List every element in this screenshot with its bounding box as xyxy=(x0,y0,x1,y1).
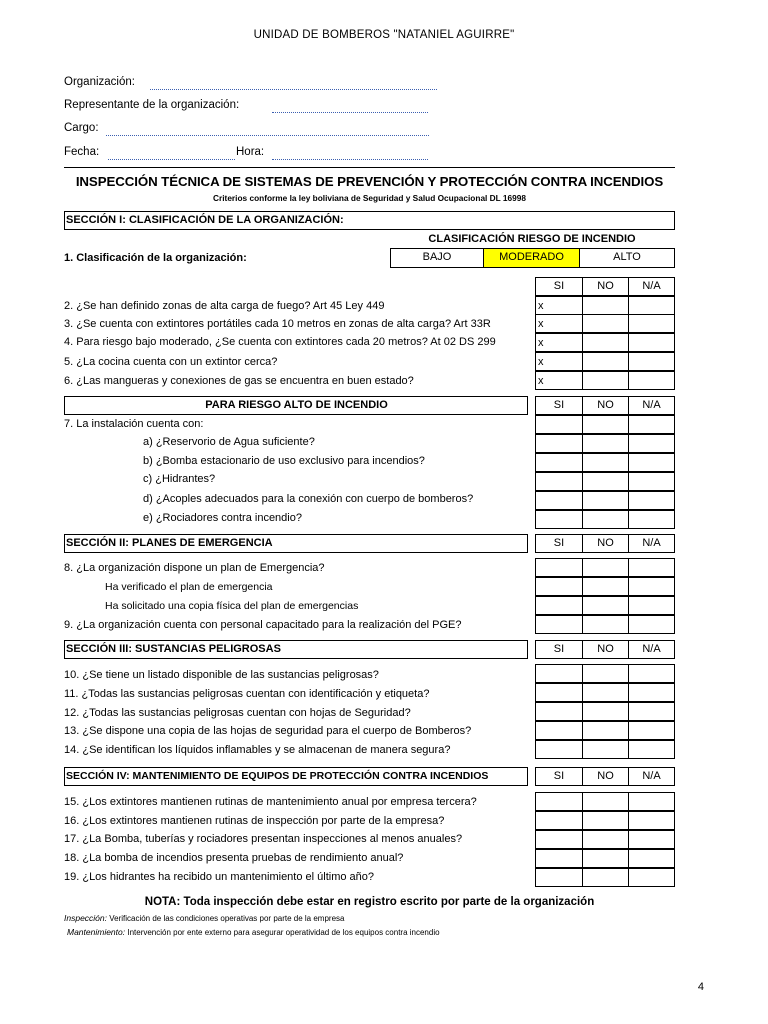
section4-answer-cell-4-na[interactable] xyxy=(628,849,675,868)
section2-answer-cell-4-na[interactable] xyxy=(628,615,675,634)
hora-label: Hora: xyxy=(236,146,265,158)
group1-header-na: N/A xyxy=(628,277,675,296)
question-4: 4. Para riesgo bajo moderado, ¿Se cuenta con extintores cada 20 metros? At 02 DS 299 xyxy=(64,336,496,348)
mark-q2-si: x xyxy=(538,300,544,312)
question-7c: c) ¿Hidrantes? xyxy=(143,473,216,485)
section2-header-si: SI xyxy=(535,534,583,553)
section3-answer-cell-4-si[interactable] xyxy=(535,721,583,740)
section3-answer-cell-4-no[interactable] xyxy=(582,721,629,740)
section4-answer-cell-3-na[interactable] xyxy=(628,830,675,849)
organizacion-label: Organización: xyxy=(64,76,135,88)
question-7d: d) ¿Acoples adecuados para la conexión con cuerpo de bomberos? xyxy=(143,493,474,505)
group1-answer-cell-2-no[interactable] xyxy=(582,314,629,333)
section2-answer-cell-3-no[interactable] xyxy=(582,596,629,615)
mark-q6-si: x xyxy=(538,375,544,387)
form-title: INSPECCIÓN TÉCNICA DE SISTEMAS DE PREVENCIÓN Y PROTECCIÓN CONTRA INCENDIOS xyxy=(75,174,664,189)
riesgo-alto-answer-cell-3-na[interactable] xyxy=(628,453,675,472)
question-15: 15. ¿Los extintores mantienen rutinas de mantenimiento anual por empresa tercera? xyxy=(64,796,477,808)
cargo-label: Cargo: xyxy=(64,122,99,134)
group1-answer-cell-3-no[interactable] xyxy=(582,333,629,352)
riesgo-alto-answer-cell-1-na[interactable] xyxy=(628,415,675,434)
group1-answer-cell-5-no[interactable] xyxy=(582,371,629,390)
section3-answer-cell-2-no[interactable] xyxy=(582,683,629,702)
group1-answer-cell-2-na[interactable] xyxy=(628,314,675,333)
section2-answer-cell-2-si[interactable] xyxy=(535,577,583,596)
section3-answer-cell-1-na[interactable] xyxy=(628,664,675,683)
question-6: 6. ¿Las mangueras y conexiones de gas se encuentra en buen estado? xyxy=(64,375,414,387)
section3-answer-cell-2-si[interactable] xyxy=(535,683,583,702)
question-19: 19. ¿Los hidrantes ha recibido un mantenimiento el último año? xyxy=(64,871,375,883)
section4-header-na: N/A xyxy=(628,767,675,786)
riesgo-alto-title: PARA RIESGO ALTO DE INCENDIO xyxy=(64,396,528,415)
question-8-sub2: Ha solicitado una copia física del plan de emergencias xyxy=(105,600,359,612)
question-13: 13. ¿Se dispone una copia de las hojas de seguridad para el cuerpo de Bomberos? xyxy=(64,725,472,737)
footnote-inspeccion-label: Inspección: xyxy=(64,913,107,923)
section2-answer-cell-2-no[interactable] xyxy=(582,577,629,596)
question-8: 8. ¿La organización dispone un plan de Emergencia? xyxy=(64,562,325,574)
section4-answer-cell-5-na[interactable] xyxy=(628,868,675,887)
section4-answer-cell-5-no[interactable] xyxy=(582,868,629,887)
group1-answer-cell-5-na[interactable] xyxy=(628,371,675,390)
footnote-inspeccion xyxy=(64,913,344,923)
question-16: 16. ¿Los extintores mantienen rutinas de inspección por parte de la empresa? xyxy=(64,815,445,827)
hora-field[interactable] xyxy=(272,159,428,160)
section2-answer-cell-3-na[interactable] xyxy=(628,596,675,615)
riesgo-alto-answer-cell-2-no[interactable] xyxy=(582,434,629,453)
riesgo-alto-answer-cell-3-no[interactable] xyxy=(582,453,629,472)
section4-title: SECCIÓN IV: MANTENIMIENTO DE EQUIPOS DE PROTECCIÓN CONTRA INCENDIOS xyxy=(64,767,528,786)
riesgo-alto-answer-cell-5-si[interactable] xyxy=(535,491,583,510)
section3-answer-cell-5-no[interactable] xyxy=(582,740,629,759)
riesgo-alto-answer-cell-4-na[interactable] xyxy=(628,472,675,491)
section2-answer-cell-1-na[interactable] xyxy=(628,558,675,577)
section4-answer-cell-1-no[interactable] xyxy=(582,792,629,811)
document-header: UNIDAD DE BOMBEROS "NATANIEL AGUIRRE" xyxy=(253,29,515,41)
mark-q3-si: x xyxy=(538,318,544,330)
question-3: 3. ¿Se cuenta con extintores portátiles cada 10 metros en zonas de alta carga? Art 33R xyxy=(64,318,491,330)
section4-answer-cell-2-na[interactable] xyxy=(628,811,675,830)
fecha-label: Fecha: xyxy=(64,146,100,158)
question-2: 2. ¿Se han definido zonas de alta carga de fuego? Art 45 Ley 449 xyxy=(64,300,385,312)
risk-level-bajo[interactable]: BAJO xyxy=(390,248,484,268)
group1-answer-cell-1-no[interactable] xyxy=(582,296,629,315)
risk-classification-title: CLASIFICACIÓN RIESGO DE INCENDIO xyxy=(428,233,636,245)
representante-field[interactable] xyxy=(272,112,428,113)
riesgo-alto-header-na: N/A xyxy=(628,396,675,415)
form-subtitle: Criterios conforme la ley boliviana de Seguridad y Salud Ocupacional DL 16998 xyxy=(213,193,526,203)
footnote-inspeccion-text: Verificación de las condiciones operativas por parte de la empresa xyxy=(107,914,345,923)
title-divider xyxy=(64,167,675,168)
group1-header-si: SI xyxy=(535,277,583,296)
organizacion-field[interactable] xyxy=(150,89,437,90)
section3-answer-cell-5-na[interactable] xyxy=(628,740,675,759)
section4-answer-cell-3-si[interactable] xyxy=(535,830,583,849)
section4-answer-cell-4-si[interactable] xyxy=(535,849,583,868)
footnote-mantenimiento-label: Mantenimiento: xyxy=(67,927,126,937)
section2-header-na: N/A xyxy=(628,534,675,553)
group1-header-no: NO xyxy=(582,277,629,296)
section4-header-no: NO xyxy=(582,767,629,786)
section4-answer-cell-3-no[interactable] xyxy=(582,830,629,849)
question-7: 7. La instalación cuenta con: xyxy=(64,418,204,430)
riesgo-alto-answer-cell-1-si[interactable] xyxy=(535,415,583,434)
section3-answer-cell-4-na[interactable] xyxy=(628,721,675,740)
section4-answer-cell-4-no[interactable] xyxy=(582,849,629,868)
question-7e: e) ¿Rociadores contra incendio? xyxy=(143,512,302,524)
section2-answer-cell-1-no[interactable] xyxy=(582,558,629,577)
question-18: 18. ¿La bomba de incendios presenta pruebas de rendimiento anual? xyxy=(64,852,404,864)
riesgo-alto-answer-cell-2-na[interactable] xyxy=(628,434,675,453)
question-8-sub1: Ha verificado el plan de emergencia xyxy=(105,581,273,593)
nota: NOTA: Toda inspección debe estar en registro escrito por parte de la organización xyxy=(144,896,595,908)
riesgo-alto-answer-cell-2-si[interactable] xyxy=(535,434,583,453)
riesgo-alto-answer-cell-5-no[interactable] xyxy=(582,491,629,510)
section3-answer-cell-1-si[interactable] xyxy=(535,664,583,683)
section3-header-no: NO xyxy=(582,640,629,659)
section2-answer-cell-3-si[interactable] xyxy=(535,596,583,615)
section3-answer-cell-5-si[interactable] xyxy=(535,740,583,759)
risk-level-alto[interactable]: ALTO xyxy=(579,248,675,268)
question-7b: b) ¿Bomba estacionario de uso exclusivo para incendios? xyxy=(143,455,425,467)
section4-answer-cell-1-na[interactable] xyxy=(628,792,675,811)
risk-level-moderado[interactable]: MODERADO xyxy=(483,248,580,268)
section3-answer-cell-3-no[interactable] xyxy=(582,702,629,721)
representante-label: Representante de la organización: xyxy=(64,99,240,111)
riesgo-alto-answer-cell-6-si[interactable] xyxy=(535,510,583,529)
section3-header-na: N/A xyxy=(628,640,675,659)
section3-header-si: SI xyxy=(535,640,583,659)
cargo-field[interactable] xyxy=(106,135,429,136)
section3-answer-cell-3-si[interactable] xyxy=(535,702,583,721)
fecha-field[interactable] xyxy=(108,159,235,160)
classification-question: 1. Clasificación de la organización: xyxy=(64,252,247,264)
question-17: 17. ¿La Bomba, tuberías y rociadores presentan inspecciones al menos anuales? xyxy=(64,833,463,845)
riesgo-alto-answer-cell-6-no[interactable] xyxy=(582,510,629,529)
question-12: 12. ¿Todas las sustancias peligrosas cuentan con hojas de Seguridad? xyxy=(64,707,411,719)
question-10: 10. ¿Se tiene un listado disponible de las sustancias peligrosas? xyxy=(64,669,379,681)
riesgo-alto-answer-cell-5-na[interactable] xyxy=(628,491,675,510)
question-7a: a) ¿Reservorio de Agua suficiente? xyxy=(143,436,315,448)
section2-answer-cell-1-si[interactable] xyxy=(535,558,583,577)
section3-title: SECCIÓN III: SUSTANCIAS PELIGROSAS xyxy=(64,640,528,659)
question-14: 14. ¿Se identifican los líquidos inflamables y se almacenan de manera segura? xyxy=(64,744,451,756)
group1-answer-cell-1-na[interactable] xyxy=(628,296,675,315)
group1-answer-cell-4-na[interactable] xyxy=(628,352,675,371)
section2-header-no: NO xyxy=(582,534,629,553)
group1-answer-cell-3-na[interactable] xyxy=(628,333,675,352)
section2-answer-cell-4-si[interactable] xyxy=(535,615,583,634)
riesgo-alto-header-no: NO xyxy=(582,396,629,415)
section4-answer-cell-2-si[interactable] xyxy=(535,811,583,830)
section3-answer-cell-2-na[interactable] xyxy=(628,683,675,702)
section4-answer-cell-5-si[interactable] xyxy=(535,868,583,887)
group1-answer-cell-4-no[interactable] xyxy=(582,352,629,371)
riesgo-alto-header-si: SI xyxy=(535,396,583,415)
section2-title: SECCIÓN II: PLANES DE EMERGENCIA xyxy=(64,534,528,553)
question-5: 5. ¿La cocina cuenta con un extintor cerca? xyxy=(64,356,278,368)
riesgo-alto-answer-cell-1-no[interactable] xyxy=(582,415,629,434)
mark-q5-si: x xyxy=(538,356,544,368)
section2-answer-cell-2-na[interactable] xyxy=(628,577,675,596)
section4-answer-cell-2-no[interactable] xyxy=(582,811,629,830)
footnote-mantenimiento-text: Intervención por ente externo para asegurar operatividad de los equipos contra incendio xyxy=(125,928,440,937)
section4-answer-cell-1-si[interactable] xyxy=(535,792,583,811)
question-9: 9. ¿La organización cuenta con personal capacitado para la realización del PGE? xyxy=(64,619,462,631)
mark-q4-si: x xyxy=(538,337,544,349)
riesgo-alto-answer-cell-3-si[interactable] xyxy=(535,453,583,472)
page-number: 4 xyxy=(697,981,704,993)
question-11: 11. ¿Todas las sustancias peligrosas cuentan con identificación y etiqueta? xyxy=(64,688,430,700)
footnote-mantenimiento xyxy=(67,927,440,937)
section3-answer-cell-3-na[interactable] xyxy=(628,702,675,721)
riesgo-alto-answer-cell-4-no[interactable] xyxy=(582,472,629,491)
section2-answer-cell-4-no[interactable] xyxy=(582,615,629,634)
section3-answer-cell-1-no[interactable] xyxy=(582,664,629,683)
section1-title: SECCIÓN I: CLASIFICACIÓN DE LA ORGANIZACIÓN: xyxy=(64,211,675,230)
riesgo-alto-answer-cell-6-na[interactable] xyxy=(628,510,675,529)
riesgo-alto-answer-cell-4-si[interactable] xyxy=(535,472,583,491)
section4-header-si: SI xyxy=(535,767,583,786)
